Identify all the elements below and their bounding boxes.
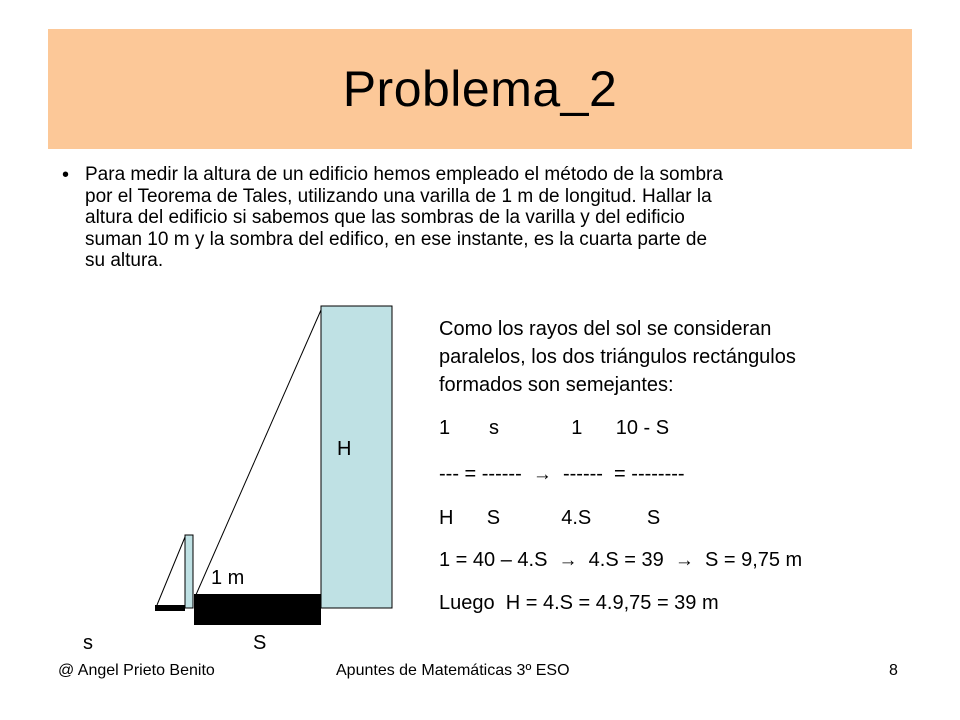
label-rod-shadow: s xyxy=(83,632,93,654)
solution-step-1: 1 = 40 – 4.S xyxy=(439,549,559,571)
statement-line: por el Teorema de Tales, utilizando una varilla de 1 m de longitud. Hallar la xyxy=(85,185,712,207)
footer-course: Apuntes de Matemáticas 3º ESO xyxy=(336,662,570,679)
explanation-line: Como los rayos del sol se consideran xyxy=(439,318,772,340)
equation-solution xyxy=(439,549,802,572)
fraction-bars-left: --- = ------ xyxy=(439,463,533,485)
equation-denominators: H S 4.S S xyxy=(439,507,661,529)
rod-shadow xyxy=(155,605,185,611)
rod-sun-ray xyxy=(157,537,185,605)
label-rod-length: 1 m xyxy=(211,567,245,589)
explanation-line: formados son semejantes: xyxy=(439,374,674,396)
label-building-shadow: S xyxy=(253,632,267,654)
building-shadow xyxy=(194,594,321,625)
solution-step-2: 4.S = 39 xyxy=(577,549,675,571)
explanation xyxy=(439,315,796,399)
arrow-icon: → xyxy=(558,550,578,571)
solution-step-3: S = 9,75 m xyxy=(693,549,803,571)
statement-line: su altura. xyxy=(85,250,164,271)
building-sun-ray xyxy=(195,310,321,597)
building xyxy=(321,306,392,608)
equation-conclusion: Luego H = 4.S = 4.9,75 = 39 m xyxy=(439,592,719,614)
arrow-icon: → xyxy=(674,550,694,571)
equation-fraction-bars xyxy=(439,463,685,486)
statement-line: altura del edificio si sabemos que las sombras de la varilla y del edificio xyxy=(85,207,685,228)
label-building-height: H xyxy=(337,438,352,460)
statement-line: Para medir la altura de un edificio hemos empleado el método de la sombra xyxy=(85,164,723,185)
slide-title: Problema_2 xyxy=(342,61,618,117)
fraction-bars-right: ------ = -------- xyxy=(551,463,685,485)
footer-author: @ Angel Prieto Benito xyxy=(58,662,215,679)
footer-page-number: 8 xyxy=(889,662,898,679)
statement-line: suman 10 m y la sombra del edifico, en ese instante, es la cuarta parte de xyxy=(85,228,708,250)
equation-numerators: 1 s 1 10 - S xyxy=(439,417,670,439)
rod xyxy=(185,535,193,608)
explanation-line: paralelos, los dos triángulos rectángulos xyxy=(439,346,796,368)
bullet-marker: • xyxy=(62,164,70,186)
arrow-icon: → xyxy=(532,464,552,485)
